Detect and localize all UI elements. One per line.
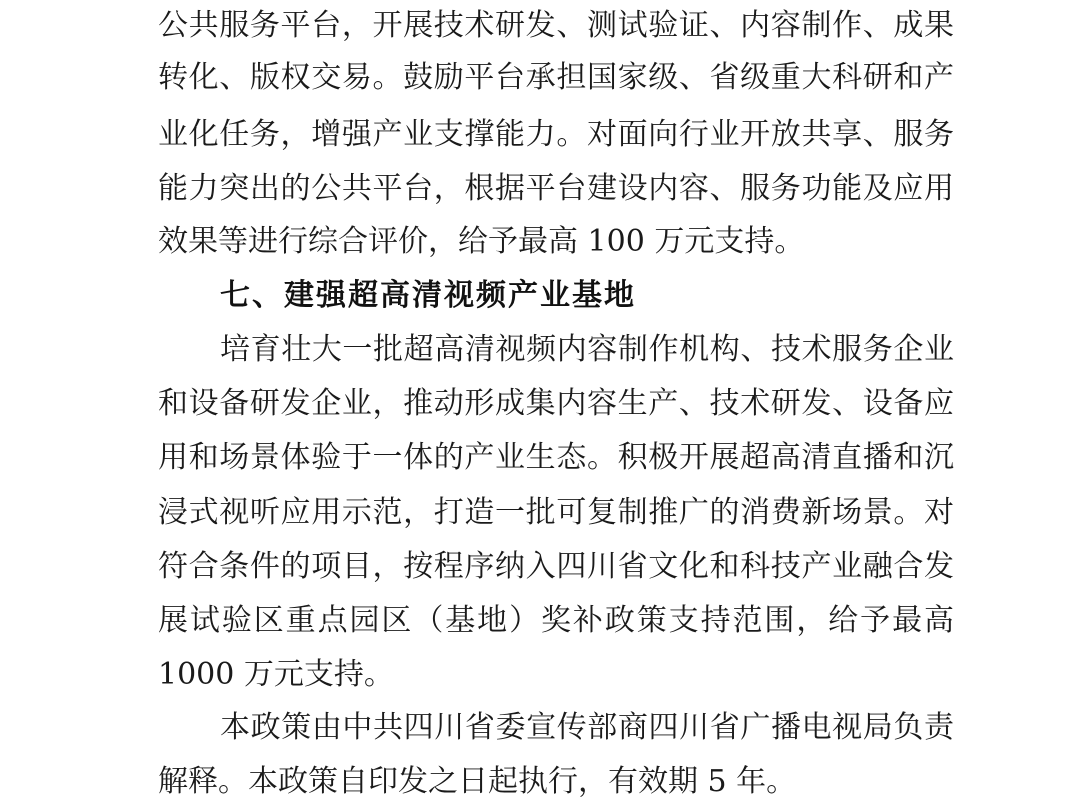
paragraph-line: 培育壮大一批超高清视频内容制作机构、技术服务企业: [220, 332, 954, 367]
paragraph-line: 和设备研发企业，推动形成集内容生产、技术研发、设备应: [158, 386, 954, 421]
paragraph-line: 能力突出的公共平台，根据平台建设内容、服务功能及应用: [158, 171, 954, 206]
paragraph-line: 1000 万元支持。: [158, 657, 394, 692]
section-heading: 七、建强超高清视频产业基地: [220, 278, 636, 313]
paragraph-line: 效果等进行综合评价，给予最高 100 万元支持。: [158, 224, 805, 259]
paragraph-line: 符合条件的项目，按程序纳入四川省文化和科技产业融合发: [158, 549, 954, 584]
paragraph-line: 解释。本政策自印发之日起执行，有效期 5 年。: [158, 764, 797, 799]
paragraph-line: 公共服务平台，开展技术研发、测试验证、内容制作、成果: [158, 8, 954, 43]
paragraph-line: 本政策由中共四川省委宣传部商四川省广播电视局负责: [220, 710, 954, 745]
paragraph-line: 用和场景体验于一体的产业生态。积极开展超高清直播和沉: [158, 440, 954, 475]
paragraph-line: 展试验区重点园区（基地）奖补政策支持范围，给予最高: [158, 603, 954, 638]
paragraph-line: 业化任务，增强产业支撑能力。对面向行业开放共享、服务: [158, 117, 954, 152]
paragraph-line: 浸式视听应用示范，打造一批可复制推广的消费新场景。对: [158, 495, 954, 530]
paragraph-line: 转化、版权交易。鼓励平台承担国家级、省级重大科研和产: [158, 60, 954, 95]
